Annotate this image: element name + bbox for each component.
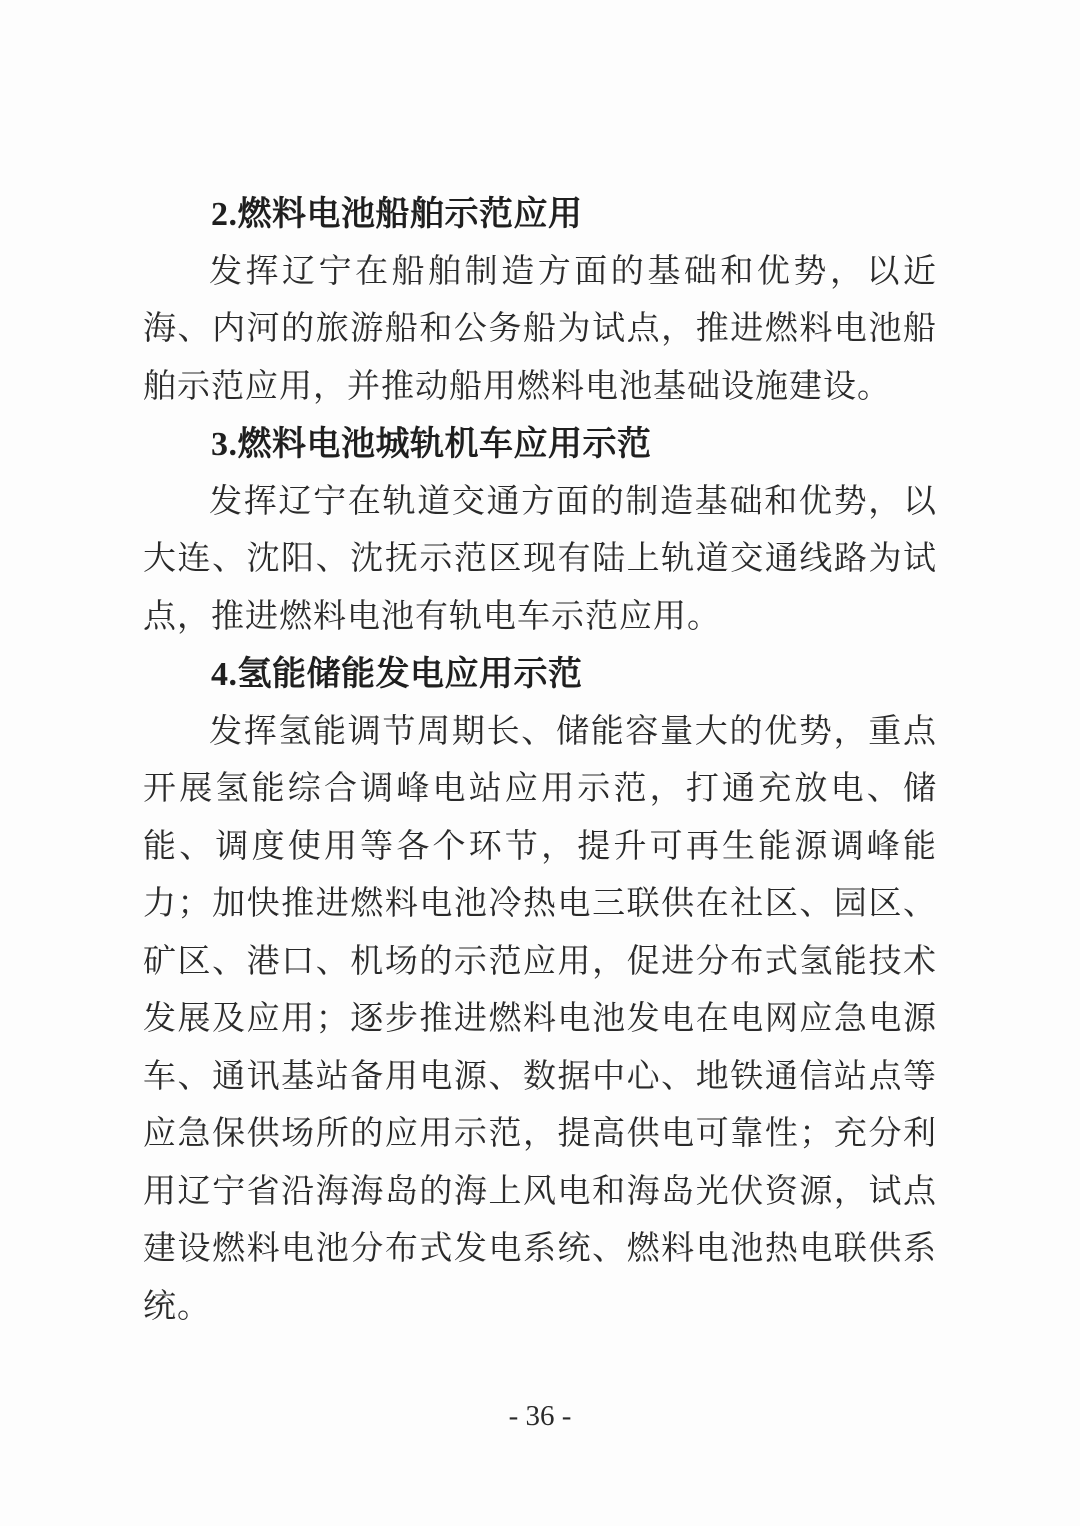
section-body-hydrogen-storage-power: 发挥氢能调节周期长、储能容量大的优势，重点开展氢能综合调峰电站应用示范，打通充放电、储能、调度使用等各个环节，提升可再生能源调峰能力；加快推进燃料电池冷热电三联供在社区、园区、矿区、港口、机场的示范应用，促进分布式氢能技术发展及应用；逐步推进燃料电池发电在电网应急电源车、通讯基站备用电源、数据中心、地铁通信站点等应急保供场所的应用示范，提高供电可靠性；充分利用辽宁省沿海海岛的海上风电和海岛光伏资源，试点建设燃料电池分布式发电系统、燃料电池热电联供系统。	[143, 713, 937, 1325]
section-body-urban-rail: 发挥辽宁在轨道交通方面的制造基础和优势，以大连、沈阳、沈抚示范区现有陆上轨道交通线路为试点，推进燃料电池有轨电车示范应用。	[143, 483, 937, 635]
section-heading-hydrogen-storage-power: 4.氢能储能发电应用示范	[211, 656, 583, 693]
section-body-fuel-cell-ships: 发挥辽宁在船舶制造方面的基础和优势，以近海、内河的旅游船和公务船为试点，推进燃料电池船舶示范应用，并推动船用燃料电池基础设施建设。	[143, 253, 937, 405]
section-heading-urban-rail: 3.燃料电池城轨机车应用示范	[211, 426, 652, 463]
section-heading-fuel-cell-ships: 2.燃料电池船舶示范应用	[211, 196, 583, 233]
page-number: - 36 -	[508, 1400, 572, 1432]
document-content	[143, 186, 937, 1336]
